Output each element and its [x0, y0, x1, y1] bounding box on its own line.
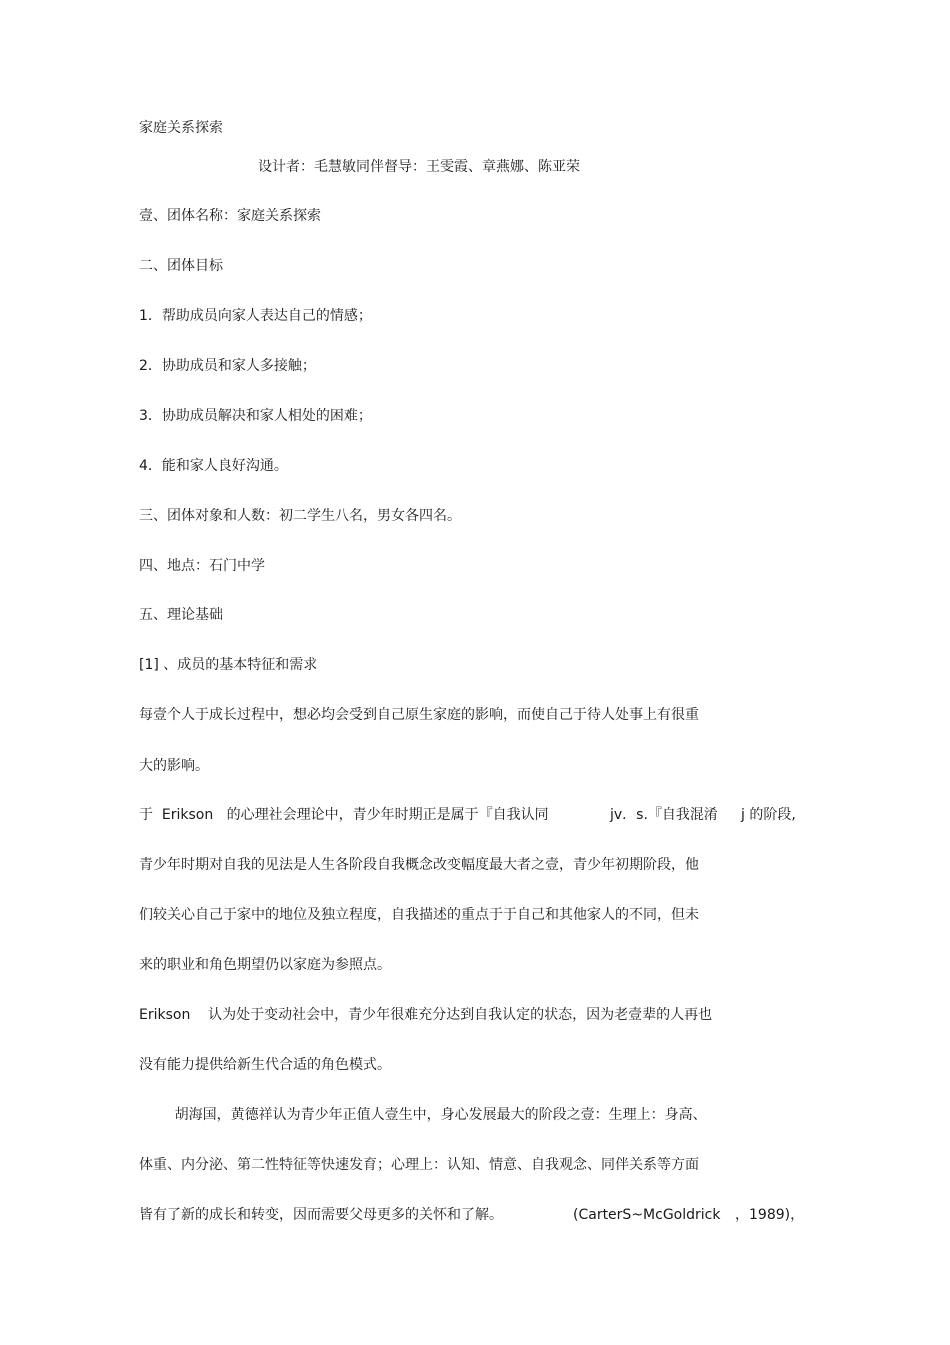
paragraph-line: 体重、内分泌、第二性特征等快速发育；心理上：认知、情意、自我观念、同伴关系等方面: [139, 1157, 699, 1173]
doc-title: 家庭关系探索: [139, 120, 223, 136]
text-segment: 于 Erikson 的心理社会理论中，青少年时期正是属于『自我认同: [139, 807, 549, 823]
citation-segment: ，1989)，: [735, 1207, 805, 1223]
designer-line: 设计者：毛慧敏同伴督导：王雯霞、章燕娜、陈亚荣: [258, 159, 580, 175]
goals-heading: 二、团体目标: [139, 258, 223, 274]
members-line: 三、团体对象和人数：初二学生八名，男女各四名。: [139, 508, 461, 524]
paragraph-line: 胡海国，黄德祥认为青少年正值人壹生中，身心发展最大的阶段之壹：生理上：身高、: [139, 1107, 707, 1123]
theory-heading: 五、理论基础: [139, 607, 223, 623]
paragraph-line: 来的职业和角色期望仍以家庭为参照点。: [139, 957, 391, 973]
text-segment: 皆有了新的成长和转变，因而需要父母更多的关怀和了解。: [139, 1207, 503, 1223]
paragraph-line: Erikson 认为处于变动社会中，青少年很难充分达到自我认定的状态，因为老壹辈的人再也: [139, 1007, 713, 1023]
paragraph-line: 没有能力提供给新生代合适的角色模式。: [139, 1057, 391, 1073]
paragraph-line: 每壹个人于成长过程中，想必均会受到自己原生家庭的影响，而使自己于待人处事上有很重: [139, 707, 699, 723]
location-line: 四、地点：石门中学: [139, 558, 265, 574]
goal-item: 1．帮助成员向家人表达自己的情感；: [139, 308, 372, 324]
goal-item: 4．能和家人良好沟通。: [139, 458, 288, 474]
goal-item: 3．协助成员解决和家人相处的困难；: [139, 408, 372, 424]
goal-item: 2．协助成员和家人多接触；: [139, 358, 316, 374]
text-segment: j 的阶段,: [741, 807, 796, 823]
citation-segment: (CarterS~McGoldrick: [573, 1207, 721, 1223]
paragraph-line: 青少年时期对自我的见法是人生各阶段自我概念改变幅度最大者之壹，青少年初期阶段，他: [139, 857, 699, 873]
text-segment: jv．s.『自我混淆: [610, 807, 718, 823]
sub-heading: [1] 、成员的基本特征和需求: [139, 657, 318, 673]
paragraph-line: 们较关心自己于家中的地位及独立程度，自我描述的重点于于自己和其他家人的不同，但未: [139, 907, 699, 923]
group-name-line: 壹、团体名称：家庭关系探索: [139, 208, 321, 224]
paragraph-line: 大的影响。: [139, 758, 209, 774]
